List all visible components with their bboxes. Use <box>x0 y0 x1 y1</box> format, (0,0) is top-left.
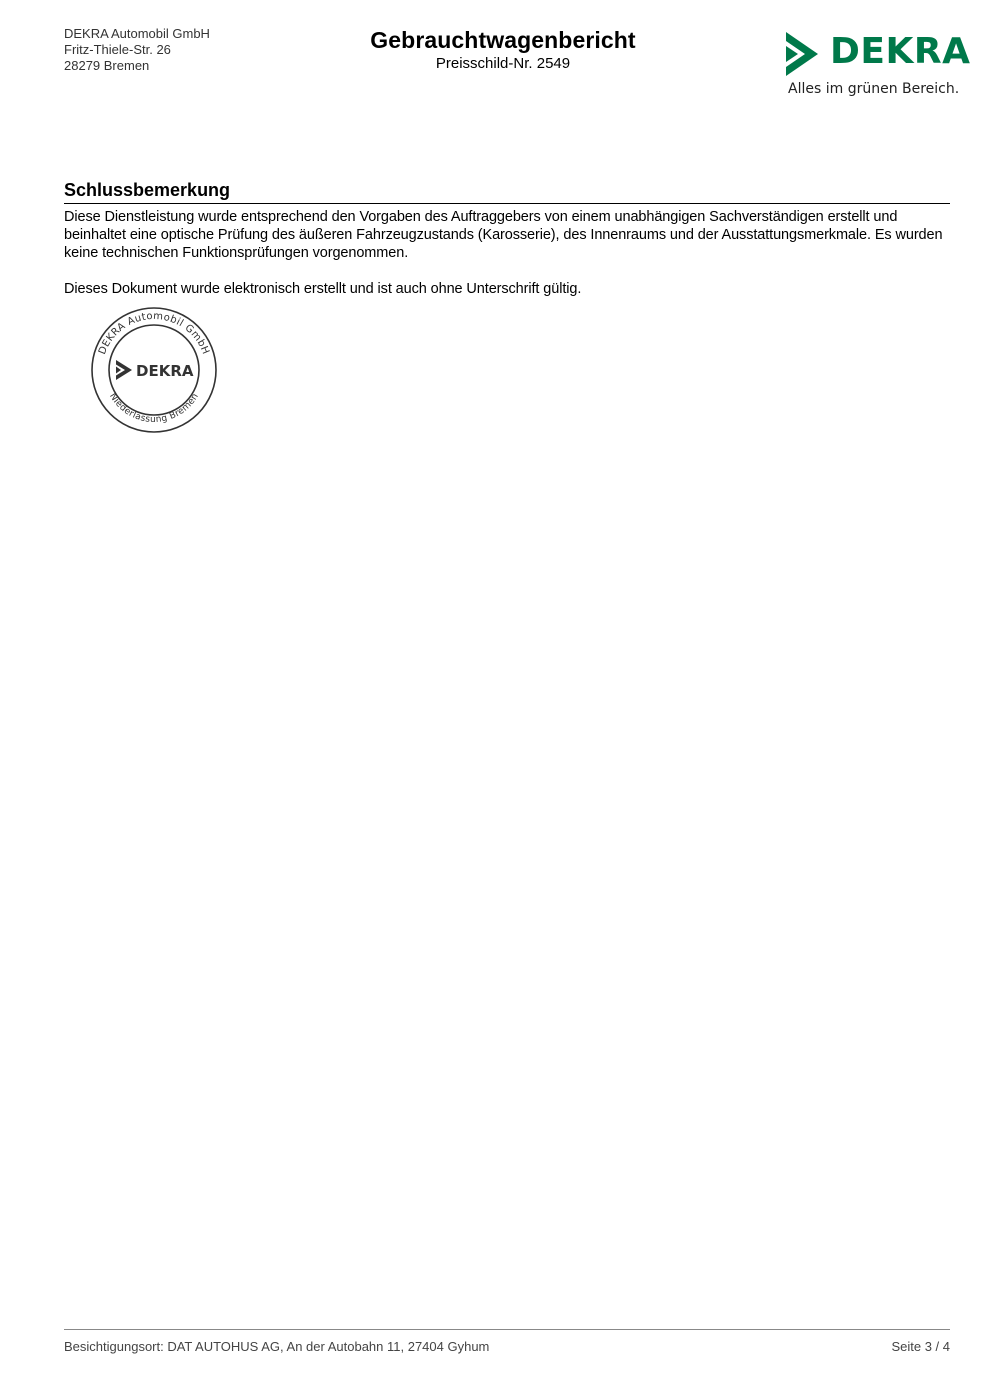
signature-note: Dieses Dokument wurde elektronisch erstellt und ist auch ohne Unterschrift gültig. <box>64 281 582 297</box>
page-number: Seite 3 / 4 <box>891 1339 950 1354</box>
dekra-arrow-icon <box>780 30 820 78</box>
report-header <box>300 26 706 73</box>
sender-city: 28279 Bremen <box>64 58 150 73</box>
dekra-logo <box>780 30 971 100</box>
stamp-top-text: DEKRA Automobil GmbH <box>96 310 212 357</box>
sender-address <box>64 26 210 74</box>
report-number: Preisschild-Nr. 2549 <box>435 55 571 72</box>
sender-company: DEKRA Automobil GmbH <box>64 26 210 41</box>
stamp-arrow-icon <box>116 360 132 380</box>
section-body-text: Diese Dienstleistung wurde entsprechend den Vorgaben des Auftraggebers von einem unabhängigen Sachverständigen erstellt und beinhaltet eine optische Prüfung des äußeren Fahrzeugzustands (Karosserie), des Innenraums und der Ausstattungsmerkmale. Es wurden keine technischen Funktionsprüfungen vorgenommen. <box>64 209 943 261</box>
logo-wordmark: DEKRA <box>830 31 971 72</box>
logo-slogan: Alles im grünen Bereich. <box>788 81 960 97</box>
sender-street: Fritz-Thiele-Str. 26 <box>64 42 171 57</box>
company-stamp <box>88 306 220 436</box>
report-title: Gebrauchtwagenbericht <box>370 27 636 53</box>
stamp-bottom-text: Niederlassung Bremen <box>107 391 201 426</box>
closing-remarks-section <box>64 178 950 298</box>
section-heading: Schlussbemerkung <box>64 178 950 204</box>
inspection-location: Besichtigungsort: DAT AUTOHUS AG, An der Autobahn 11, 27404 Gyhum <box>64 1339 490 1354</box>
page-footer <box>64 1329 950 1355</box>
stamp-center-text: DEKRA <box>136 362 194 380</box>
svg-text:Niederlassung Bremen <box>107 392 201 425</box>
